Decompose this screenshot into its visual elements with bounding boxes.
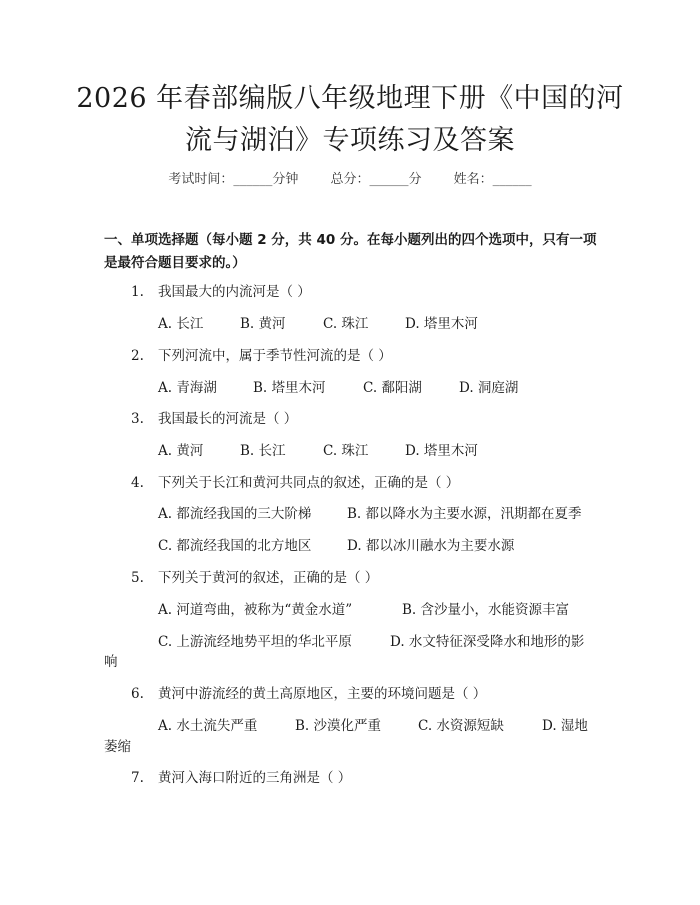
document-title bbox=[60, 78, 640, 162]
title-line-2: 流与湖泊》专项练习及答案 bbox=[185, 125, 515, 156]
question-stem: 我国最长的河流是（ ） bbox=[158, 411, 298, 427]
question-5-options-row-2 bbox=[158, 632, 584, 652]
option-b: B. 黄河 bbox=[240, 316, 286, 332]
question-5-options-row-1 bbox=[158, 600, 569, 620]
option-b: B. 沙漠化严重 bbox=[295, 718, 382, 734]
question-number: 2. bbox=[131, 348, 144, 364]
question-number: 3. bbox=[131, 411, 144, 427]
question-stem: 下列关于黄河的叙述，正确的是（ ） bbox=[158, 570, 379, 586]
option-a: A. 河道弯曲，被称为“黄金水道” bbox=[158, 602, 353, 618]
option-d: D. 塔里木河 bbox=[405, 316, 478, 332]
option-d-wrap: 响 bbox=[104, 654, 118, 670]
option-c: C. 水资源短缺 bbox=[418, 718, 504, 734]
question-7 bbox=[131, 768, 351, 788]
question-stem: 黄河入海口附近的三角洲是（ ） bbox=[158, 770, 352, 786]
option-c: C. 鄱阳湖 bbox=[363, 380, 422, 396]
exam-name-field: 姓名：______ bbox=[453, 172, 532, 187]
question-6 bbox=[131, 684, 486, 704]
question-2 bbox=[131, 346, 392, 366]
option-b: B. 都以降水为主要水源，汛期都在夏季 bbox=[347, 506, 582, 522]
question-4 bbox=[131, 473, 459, 493]
option-b: B. 含沙量小，水能资源丰富 bbox=[402, 602, 570, 618]
option-a: A. 黄河 bbox=[158, 443, 204, 459]
question-stem: 黄河中游流经的黄土高原地区，主要的环境问题是（ ） bbox=[158, 686, 487, 702]
option-c: C. 珠江 bbox=[323, 443, 369, 459]
option-a: A. 都流经我国的三大阶梯 bbox=[158, 506, 312, 522]
option-d: D. 塔里木河 bbox=[405, 443, 478, 459]
option-d-wrap: 萎缩 bbox=[104, 739, 131, 755]
section-heading-line-2: 是最符合题目要求的。） bbox=[104, 255, 246, 271]
option-c: C. 上游流经地势平坦的华北平原 bbox=[158, 634, 352, 650]
question-4-options-row-1 bbox=[158, 504, 582, 524]
exam-time-field: 考试时间：______分钟 bbox=[168, 172, 299, 187]
option-c: C. 都流经我国的北方地区 bbox=[158, 538, 312, 554]
question-stem: 我国最大的内流河是（ ） bbox=[158, 284, 311, 300]
section-heading bbox=[104, 229, 604, 275]
question-number: 6. bbox=[131, 686, 144, 702]
question-stem: 下列河流中，属于季节性河流的是（ ） bbox=[158, 348, 392, 364]
option-d: D. 湿地 bbox=[542, 718, 588, 734]
exam-info bbox=[0, 168, 700, 187]
question-number: 7. bbox=[131, 770, 144, 786]
exam-score-field: 总分：______分 bbox=[330, 172, 422, 187]
question-stem: 下列关于长江和黄河共同点的叙述，正确的是（ ） bbox=[158, 475, 460, 491]
option-a: A. 长江 bbox=[158, 316, 204, 332]
option-a: A. 青海湖 bbox=[158, 380, 217, 396]
question-3 bbox=[131, 409, 297, 429]
section-heading-line-1: 一、单项选择题（每小题 2 分，共 40 分。在每小题列出的四个选项中，只有一项 bbox=[104, 232, 597, 248]
question-number: 1. bbox=[131, 284, 144, 300]
option-d: D. 都以冰川融水为主要水源 bbox=[347, 538, 515, 554]
question-4-options-row-2 bbox=[158, 536, 514, 556]
title-line-1: 2026 年春部编版八年级地理下册《中国的河 bbox=[76, 83, 624, 114]
question-3-options bbox=[158, 441, 478, 461]
option-b: B. 长江 bbox=[240, 443, 286, 459]
question-1 bbox=[131, 282, 311, 302]
question-number: 4. bbox=[131, 475, 144, 491]
option-d: D. 水文特征深受降水和地形的影 bbox=[390, 634, 585, 650]
option-a: A. 水土流失严重 bbox=[158, 718, 258, 734]
question-5 bbox=[131, 568, 378, 588]
question-number: 5. bbox=[131, 570, 144, 586]
question-1-options bbox=[158, 314, 478, 334]
option-c: C. 珠江 bbox=[323, 316, 369, 332]
question-2-options bbox=[158, 378, 518, 398]
question-6-options bbox=[158, 716, 588, 736]
option-b: B. 塔里木河 bbox=[253, 380, 326, 396]
option-d: D. 洞庭湖 bbox=[459, 380, 519, 396]
